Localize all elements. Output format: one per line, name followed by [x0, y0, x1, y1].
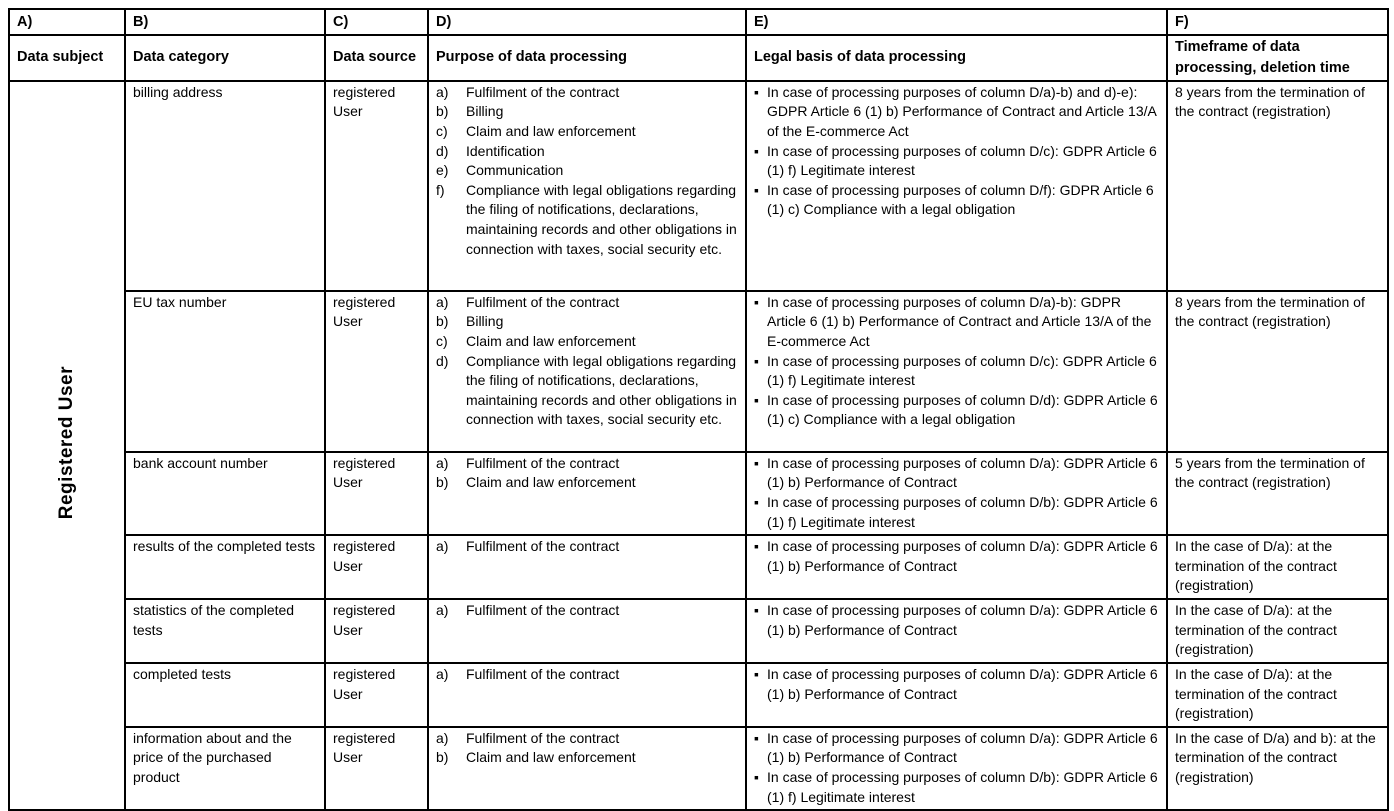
data-category-cell [125, 599, 325, 663]
data-subject-cell [9, 81, 125, 810]
legal-basis-text: In case of processing purposes of column D/a): GDPR Article 6 (1) b) Performance of Contract [767, 729, 1158, 766]
col-header-legal-basis: Legal basis of data processing [746, 35, 1167, 81]
legal-basis-cell [746, 535, 1167, 599]
legal-basis-list [754, 83, 1161, 220]
legal-basis-list [754, 537, 1161, 576]
purpose-text: Fulfilment of the contract [466, 729, 620, 746]
data-source-cell [325, 291, 428, 452]
purpose-cell [428, 599, 746, 663]
legal-basis-text: In case of processing purposes of column D/a)-b) and d)-e): GDPR Article 6 (1) b) Performance of Contract and Article 13/A of the E-commerce Act [767, 83, 1157, 140]
data-source-cell [325, 81, 428, 291]
legal-basis-cell [746, 452, 1167, 535]
timeframe-text: 8 years from the termination of the contract (registration) [1175, 83, 1365, 120]
data-category-cell [125, 727, 325, 810]
data-subject-label: Registered User [55, 366, 77, 520]
data-source-text: registered User [333, 538, 396, 574]
legal-basis-item [754, 729, 1161, 768]
legal-basis-cell [746, 291, 1167, 452]
legal-basis-list [754, 293, 1161, 430]
purpose-cell [428, 663, 746, 727]
purpose-marker: a) [436, 293, 449, 310]
purpose-item [436, 181, 740, 259]
data-category-text: billing address [133, 83, 223, 100]
purpose-item [436, 352, 740, 430]
col-header-data-subject: Data subject [9, 35, 125, 81]
timeframe-cell [1167, 291, 1388, 452]
purpose-item [436, 332, 740, 352]
legal-basis-item [754, 83, 1161, 142]
legal-basis-text: In case of processing purposes of column D/c): GDPR Article 6 (1) f) Legitimate interest [767, 142, 1157, 179]
timeframe-cell [1167, 663, 1388, 727]
legal-basis-item [754, 293, 1161, 352]
data-source-cell [325, 535, 428, 599]
data-processing-table [8, 8, 1389, 811]
legal-basis-text: In case of processing purposes of column D/d): GDPR Article 6 (1) c) Compliance with a legal obligation [767, 391, 1158, 428]
purpose-item [436, 293, 740, 313]
square-bullet-icon: ▪ [754, 602, 759, 619]
purpose-cell [428, 291, 746, 452]
timeframe-text: 8 years from the termination of the contract (registration) [1175, 293, 1365, 330]
legal-basis-item [754, 391, 1161, 430]
purpose-marker: a) [436, 454, 449, 471]
purpose-text: Billing [466, 103, 504, 120]
legal-basis-list [754, 454, 1161, 532]
data-source-cell [325, 727, 428, 810]
col-label-b: B) [125, 9, 325, 35]
legal-basis-item [754, 142, 1161, 181]
square-bullet-icon: ▪ [754, 181, 759, 198]
col-label-a: A) [9, 9, 125, 35]
purpose-list [436, 293, 740, 430]
purpose-text: Communication [466, 162, 564, 179]
purpose-marker: a) [436, 666, 449, 683]
purpose-cell [428, 81, 746, 291]
purpose-item [436, 161, 740, 181]
purpose-text: Fulfilment of the contract [466, 602, 620, 619]
table-row [9, 452, 1388, 535]
purpose-text: Billing [466, 313, 504, 330]
purpose-text: Fulfilment of the contract [466, 666, 620, 683]
legal-basis-item [754, 537, 1161, 576]
square-bullet-icon: ▪ [754, 391, 759, 408]
timeframe-cell [1167, 81, 1388, 291]
purpose-marker: b) [436, 749, 449, 766]
legal-basis-text: In case of processing purposes of column D/c): GDPR Article 6 (1) f) Legitimate interest [767, 352, 1157, 389]
timeframe-text: In the case of D/a) and b): at the termination of the contract (registration) [1175, 729, 1376, 786]
purpose-marker: d) [436, 352, 449, 369]
data-category-cell [125, 452, 325, 535]
timeframe-cell [1167, 452, 1388, 535]
col-label-d: D) [428, 9, 746, 35]
square-bullet-icon: ▪ [754, 666, 759, 683]
data-source-text: registered User [333, 666, 396, 702]
column-label-row [9, 9, 1388, 35]
data-source-text: registered User [333, 602, 396, 638]
purpose-text: Fulfilment of the contract [466, 83, 620, 100]
legal-basis-text: In case of processing purposes of column D/b): GDPR Article 6 (1) f) Legitimate interest [767, 494, 1158, 530]
legal-basis-item [754, 493, 1161, 532]
purpose-list [436, 454, 740, 493]
purpose-item [436, 729, 740, 749]
legal-basis-text: In case of processing purposes of column D/f): GDPR Article 6 (1) c) Compliance with a legal obligation [767, 181, 1154, 218]
purpose-text: Claim and law enforcement [466, 474, 636, 491]
purpose-list [436, 601, 740, 621]
purpose-marker: a) [436, 538, 449, 555]
legal-basis-item [754, 181, 1161, 220]
legal-basis-text: In case of processing purposes of column D/a): GDPR Article 6 (1) b) Performance of Contract [767, 666, 1158, 702]
timeframe-cell [1167, 727, 1388, 810]
purpose-item [436, 473, 740, 493]
col-label-c: C) [325, 9, 428, 35]
col-header-data-category: Data category [125, 35, 325, 81]
purpose-item [436, 454, 740, 474]
legal-basis-cell [746, 727, 1167, 810]
square-bullet-icon: ▪ [754, 769, 759, 786]
table-row [9, 663, 1388, 727]
table-row [9, 291, 1388, 452]
purpose-marker: d) [436, 142, 449, 159]
purpose-list [436, 537, 740, 557]
purpose-text: Fulfilment of the contract [466, 538, 620, 555]
purpose-marker: a) [436, 83, 449, 100]
purpose-item [436, 665, 740, 685]
data-category-cell [125, 81, 325, 291]
square-bullet-icon: ▪ [754, 352, 759, 369]
purpose-list [436, 665, 740, 685]
data-category-cell [125, 663, 325, 727]
data-source-text: registered User [333, 83, 396, 120]
purpose-text: Claim and law enforcement [466, 123, 636, 140]
purpose-marker: c) [436, 333, 448, 350]
data-source-text: registered User [333, 454, 396, 491]
legal-basis-cell [746, 81, 1167, 291]
square-bullet-icon: ▪ [754, 293, 759, 310]
timeframe-text: In the case of D/a): at the termination of the contract (registration) [1175, 666, 1337, 722]
square-bullet-icon: ▪ [754, 83, 759, 100]
purpose-item [436, 601, 740, 621]
legal-basis-text: In case of processing purposes of column D/a)-b): GDPR Article 6 (1) b) Performance of Contract and Article 13/A of the E-commerce Act [767, 293, 1152, 350]
data-category-cell [125, 535, 325, 599]
legal-basis-item [754, 454, 1161, 493]
purpose-item [436, 142, 740, 162]
data-source-cell [325, 599, 428, 663]
legal-basis-item [754, 601, 1161, 640]
purpose-marker: b) [436, 103, 449, 120]
purpose-marker: b) [436, 474, 449, 491]
purpose-marker: a) [436, 729, 449, 746]
data-source-cell [325, 663, 428, 727]
timeframe-cell [1167, 535, 1388, 599]
legal-basis-text: In case of processing purposes of column D/b): GDPR Article 6 (1) f) Legitimate interest [767, 769, 1158, 805]
col-header-purpose: Purpose of data processing [428, 35, 746, 81]
col-label-e: E) [746, 9, 1167, 35]
timeframe-cell [1167, 599, 1388, 663]
purpose-item [436, 102, 740, 122]
purpose-text: Claim and law enforcement [466, 749, 636, 766]
square-bullet-icon: ▪ [754, 494, 759, 511]
legal-basis-item [754, 665, 1161, 704]
purpose-text: Fulfilment of the contract [466, 454, 620, 471]
data-category-text: statistics of the completed tests [133, 602, 295, 638]
legal-basis-cell [746, 663, 1167, 727]
purpose-item [436, 312, 740, 332]
purpose-text: Compliance with legal obligations regarding the filing of notifications, declarations, maintaining records and other obligations in connection with taxes, social security etc. [466, 352, 737, 428]
data-category-text: bank account number [133, 454, 268, 471]
data-category-text: completed tests [133, 666, 232, 683]
purpose-item [436, 122, 740, 142]
legal-basis-item [754, 768, 1161, 807]
data-category-text: information about and the price of the purchased product [133, 729, 292, 786]
data-source-text: registered User [333, 293, 396, 330]
table-row [9, 535, 1388, 599]
legal-basis-text: In case of processing purposes of column D/a): GDPR Article 6 (1) b) Performance of Contract [767, 454, 1158, 491]
timeframe-text: In the case of D/a): at the termination of the contract (registration) [1175, 602, 1337, 658]
purpose-cell [428, 727, 746, 810]
legal-basis-list [754, 729, 1161, 807]
square-bullet-icon: ▪ [754, 142, 759, 159]
purpose-marker: c) [436, 123, 448, 140]
data-source-text: registered User [333, 729, 396, 766]
purpose-marker: b) [436, 313, 449, 330]
purpose-cell [428, 535, 746, 599]
table-row [9, 727, 1388, 810]
purpose-text: Identification [466, 142, 545, 159]
purpose-item [436, 83, 740, 103]
purpose-marker: a) [436, 602, 449, 619]
legal-basis-item [754, 352, 1161, 391]
data-category-cell [125, 291, 325, 452]
square-bullet-icon: ▪ [754, 454, 759, 471]
data-source-cell [325, 452, 428, 535]
purpose-list [436, 83, 740, 259]
purpose-list [436, 729, 740, 768]
data-category-text: EU tax number [133, 293, 227, 310]
purpose-item [436, 748, 740, 768]
purpose-item [436, 537, 740, 557]
table-row [9, 81, 1388, 291]
data-category-text: results of the completed tests [133, 538, 316, 555]
purpose-text: Claim and law enforcement [466, 333, 636, 350]
legal-basis-text: In case of processing purposes of column D/a): GDPR Article 6 (1) b) Performance of Contract [767, 602, 1158, 638]
purpose-cell [428, 452, 746, 535]
purpose-marker: e) [436, 162, 449, 179]
timeframe-text: 5 years from the termination of the contract (registration) [1175, 454, 1365, 491]
timeframe-text: In the case of D/a): at the termination of the contract (registration) [1175, 538, 1337, 594]
purpose-text: Fulfilment of the contract [466, 293, 620, 310]
purpose-marker: f) [436, 181, 445, 198]
square-bullet-icon: ▪ [754, 729, 759, 746]
column-header-row [9, 35, 1388, 81]
col-header-data-source: Data source [325, 35, 428, 81]
table-row [9, 599, 1388, 663]
legal-basis-text: In case of processing purposes of column D/a): GDPR Article 6 (1) b) Performance of Contract [767, 538, 1158, 574]
col-label-f: F) [1167, 9, 1388, 35]
legal-basis-cell [746, 599, 1167, 663]
legal-basis-list [754, 601, 1161, 640]
square-bullet-icon: ▪ [754, 538, 759, 555]
col-header-timeframe: Timeframe of data processing, deletion time [1167, 35, 1388, 81]
legal-basis-list [754, 665, 1161, 704]
purpose-text: Compliance with legal obligations regarding the filing of notifications, declarations, maintaining records and other obligations in connection with taxes, social security etc. [466, 181, 737, 257]
